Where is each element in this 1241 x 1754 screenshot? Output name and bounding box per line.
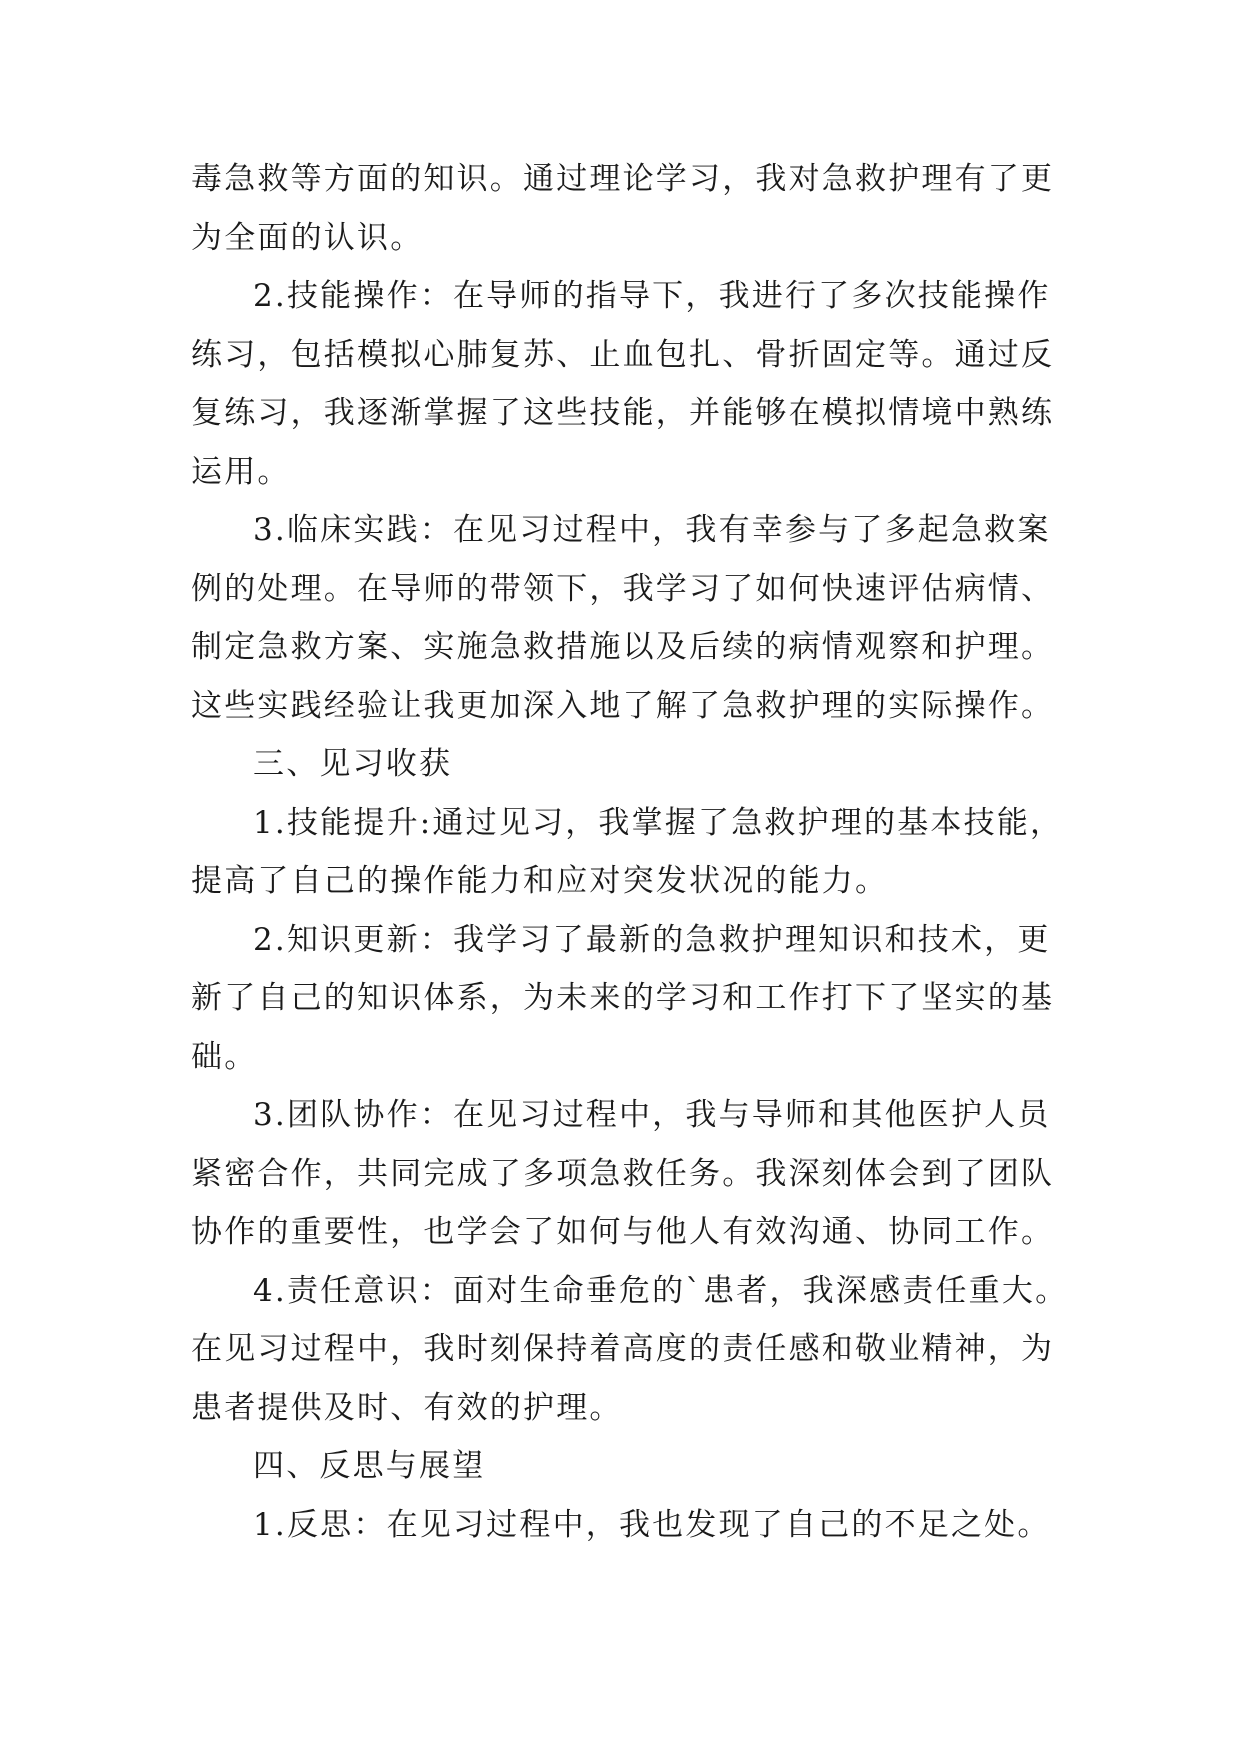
- text-line: 协作的重要性，也学会了如何与他人有效沟通、协同工作。: [191, 1214, 1055, 1250]
- section-heading: 三、见习收获: [253, 746, 453, 782]
- text-line: 在见习过程中，我时刻保持着高度的责任感和敬业精神，为: [191, 1331, 1055, 1367]
- text-line: 新了自己的知识体系，为未来的学习和工作打下了坚实的基: [191, 980, 1055, 1016]
- text-line: 1.技能提升:通过见习，我掌握了急救护理的基本技能，: [253, 804, 1064, 841]
- text-line: 为全面的认识。: [191, 219, 424, 256]
- text-line: 毒急救等方面的知识。通过理论学习，我对急救护理有了更: [191, 161, 1055, 197]
- text-line: 紧密合作，共同完成了多项急救任务。我深刻体会到了团队: [191, 1155, 1055, 1192]
- document-body: [191, 150, 1071, 1554]
- text-line: 制定急救方案、实施急救措施以及后续的病情观察和护理。: [191, 629, 1055, 665]
- text-line: 运用。: [191, 453, 291, 490]
- text-line: 这些实践经验让我更加深入地了解了急救护理的实际操作。: [191, 687, 1055, 724]
- text-line: 练习，包括模拟心肺复苏、止血包扎、骨折固定等。通过反: [191, 336, 1055, 373]
- text-line: 1.反思：在见习过程中，我也发现了自己的不足之处。: [253, 1506, 1051, 1543]
- text-line: 复练习，我逐渐掌握了这些技能，并能够在模拟情境中熟练: [191, 395, 1055, 431]
- text-line: 例的处理。在导师的带领下，我学习了如何快速评估病情、: [191, 570, 1055, 607]
- section-heading: 四、反思与展望: [253, 1448, 486, 1484]
- text-line: 3.团队协作：在见习过程中，我与导师和其他医护人员: [253, 1097, 1051, 1133]
- text-line: 4.责任意识：面对生命垂危的`患者，我深感责任重大。: [253, 1272, 1069, 1309]
- text-line: 2.技能操作：在导师的指导下，我进行了多次技能操作: [253, 278, 1051, 314]
- text-line: 础。: [191, 1038, 258, 1075]
- text-line: 2.知识更新：我学习了最新的急救护理知识和技术，更: [253, 921, 1051, 958]
- text-line: 患者提供及时、有效的护理。: [191, 1389, 623, 1426]
- text-line: 3.临床实践：在见习过程中，我有幸参与了多起急救案: [253, 512, 1051, 548]
- text-line: 提高了自己的操作能力和应对突发状况的能力。: [191, 863, 889, 899]
